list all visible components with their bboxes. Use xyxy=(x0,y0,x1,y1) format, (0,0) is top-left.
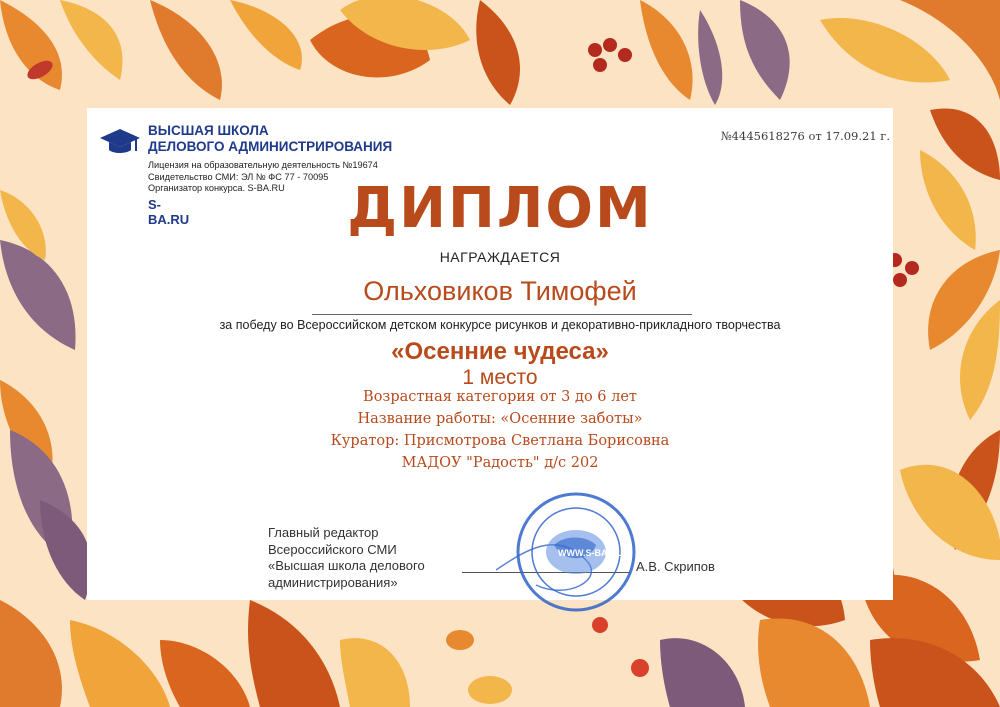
organization-name-line1: ВЫСШАЯ ШКОЛА xyxy=(148,123,269,138)
recipient-name: Ольховиков Тимофей xyxy=(363,276,637,306)
editor-line2: Всероссийского СМИ xyxy=(268,541,397,557)
editor-line3: «Высшая школа делового xyxy=(268,558,425,573)
editor-line4: администрирования» xyxy=(268,574,398,590)
seal-text: WWW.S-BA.RU xyxy=(558,548,623,558)
registration-number: №4445618276 от 17.09.21 г. xyxy=(720,129,890,143)
recipient-underline xyxy=(312,314,692,315)
contest-name: «Осенние чудеса» xyxy=(391,338,609,365)
organizer-text: Организатор конкурса. S-BA.RU xyxy=(148,183,285,193)
media-certificate-text: Свидетельство СМИ: ЭЛ № ФС 77 - 70095 xyxy=(148,171,329,182)
awarded-label: НАГРАЖДАЕТСЯ xyxy=(439,249,561,265)
diploma-title: ДИПЛОМ xyxy=(347,176,653,241)
age-category: Возрастная категория от 3 до 6 лет xyxy=(363,389,637,405)
organization-name-line2: ДЕЛОВОГО АДМИНИСТРИРОВАНИЯ xyxy=(148,139,393,154)
editor-title xyxy=(268,525,425,591)
work-title: Название работы: «Осенние заботы» xyxy=(357,411,643,427)
curator: Куратор: Присмотрова Светлана Борисовна xyxy=(330,433,670,449)
website-label: S-BA.RU xyxy=(148,197,190,227)
license-text: Лицензия на образовательную деятельность №19674 xyxy=(148,160,378,170)
organization-name xyxy=(148,123,392,155)
editor-line1: Главный редактор xyxy=(268,525,379,540)
institution: МАДОУ "Радость" д/с 202 xyxy=(401,455,599,471)
official-seal-stamp xyxy=(496,490,656,620)
place-label: 1 место xyxy=(462,366,538,389)
graduation-cap-icon xyxy=(100,127,140,155)
signer-name: А.В. Скрипов xyxy=(636,559,715,574)
award-reason: за победу во Всероссийском детском конкурсе рисунков и декоративно-прикладного творчества xyxy=(219,318,781,332)
